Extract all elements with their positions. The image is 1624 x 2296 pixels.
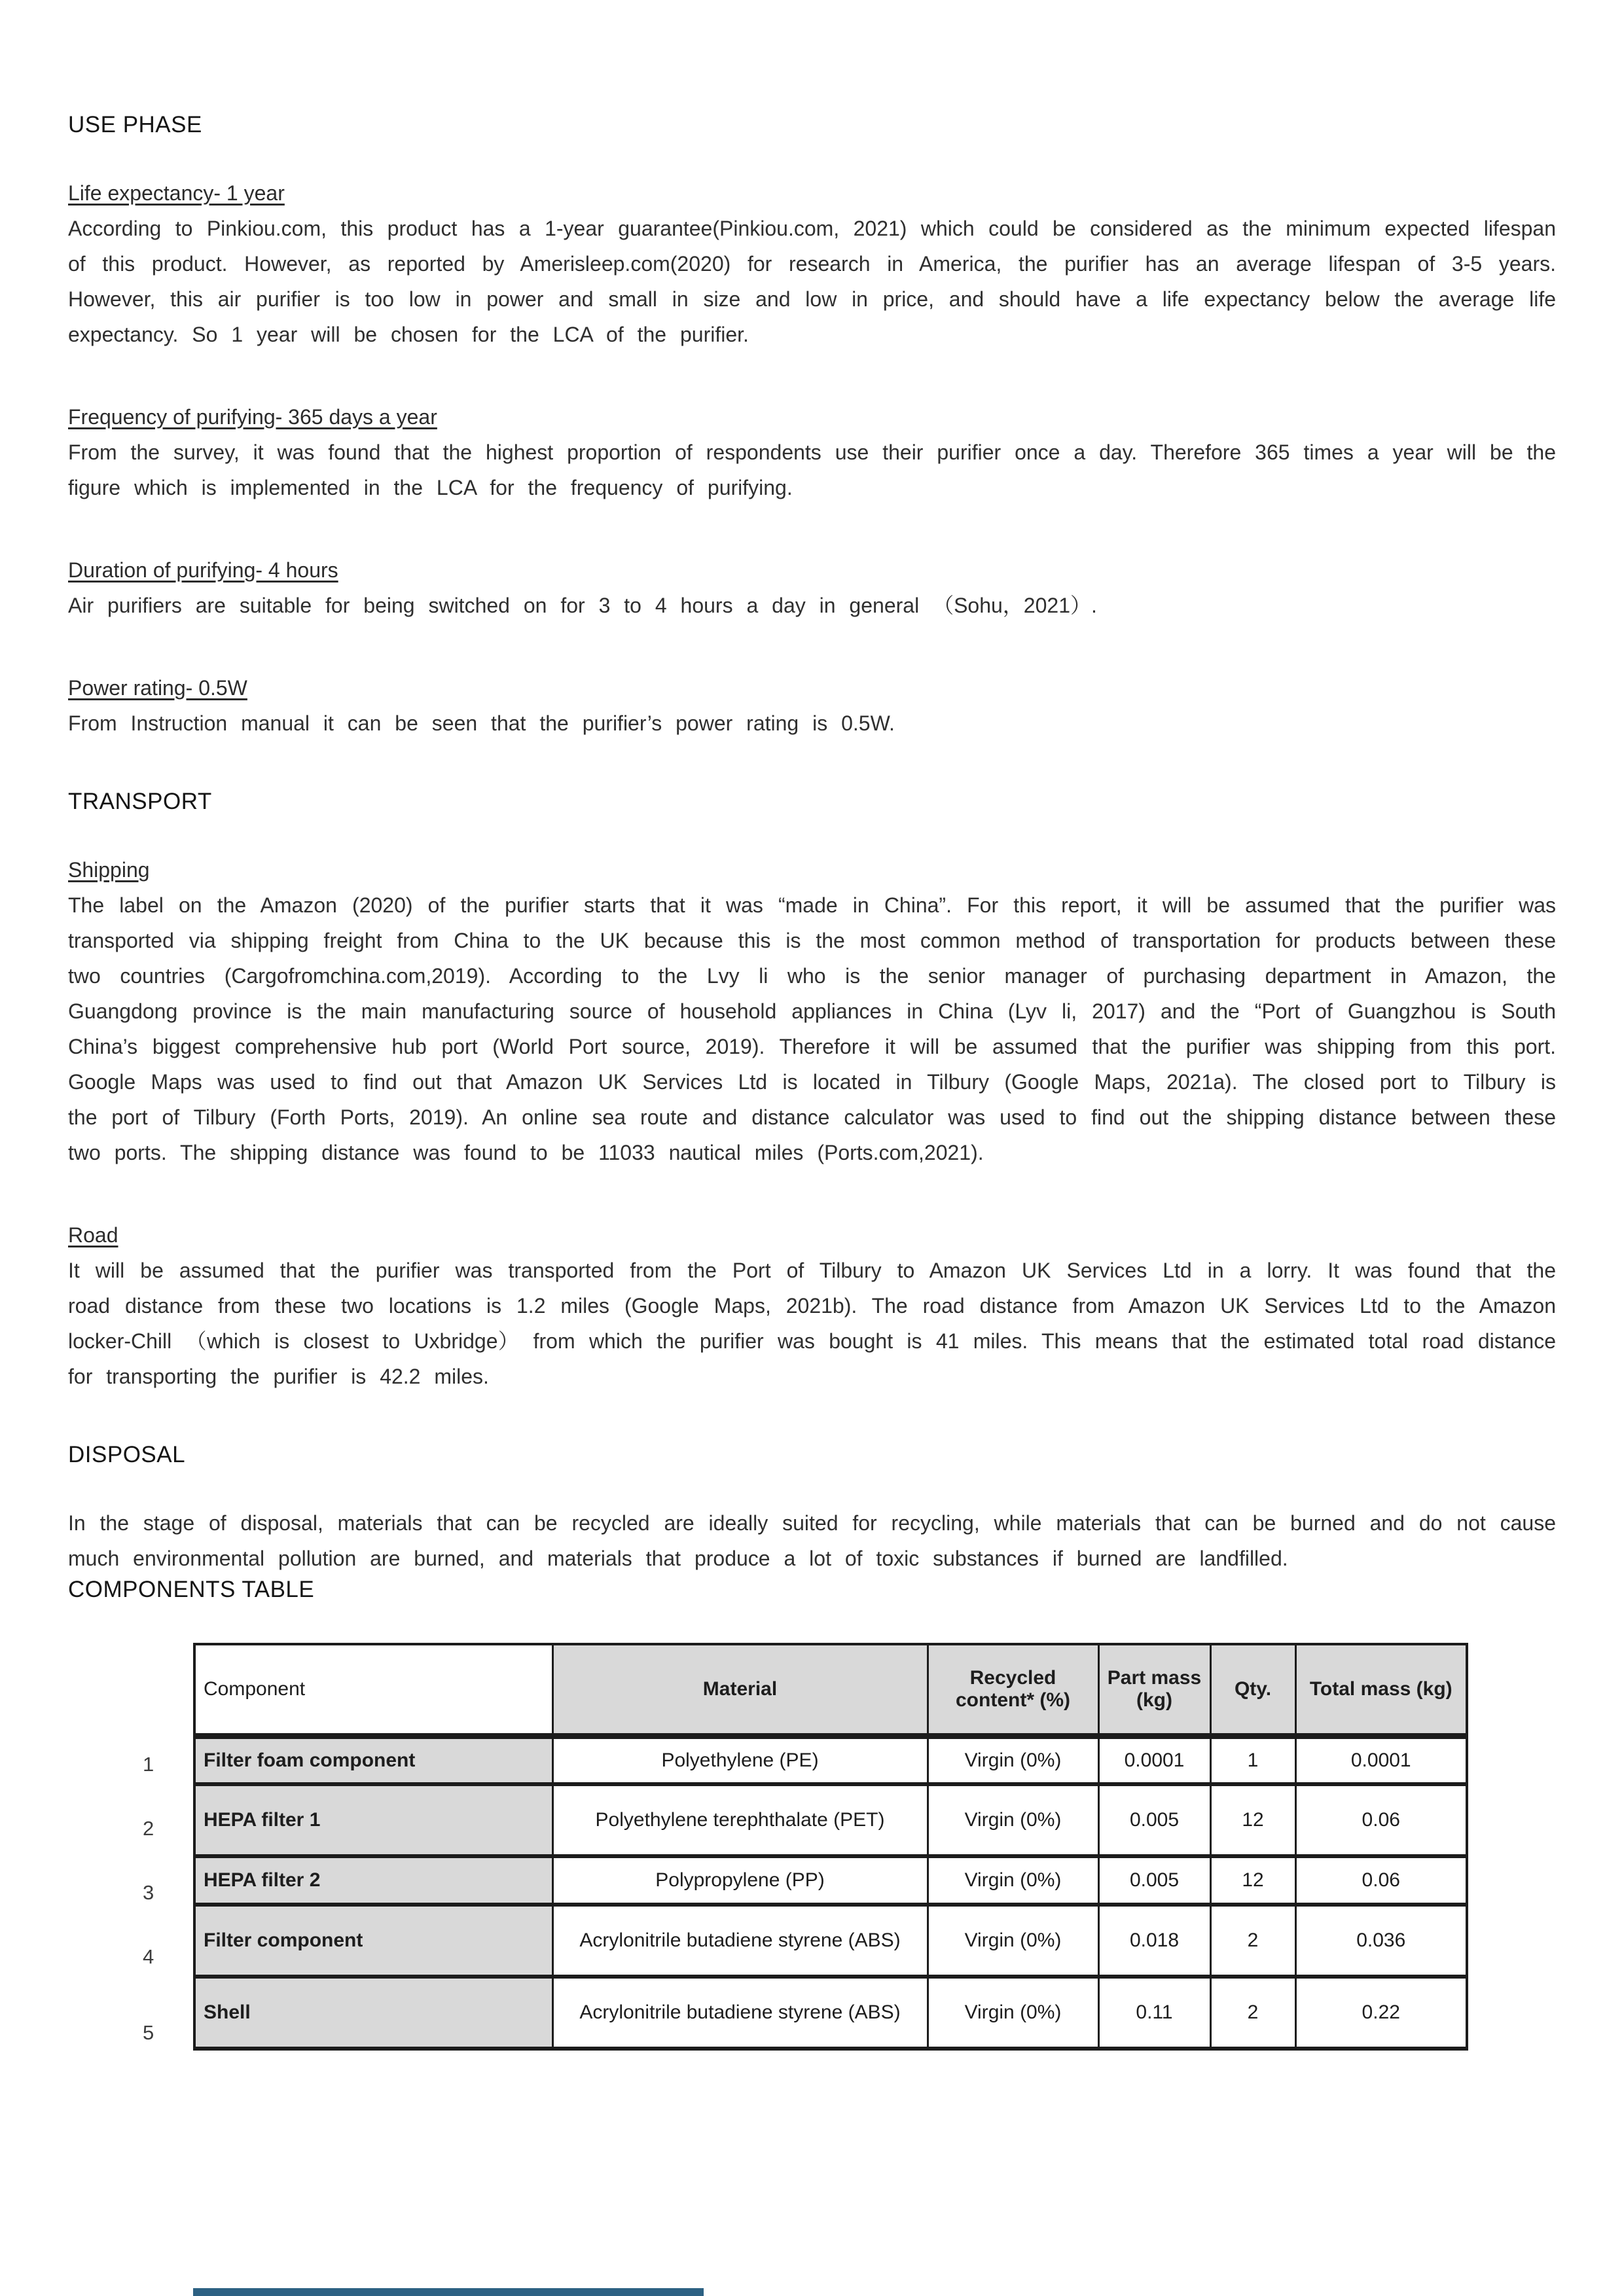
disposal-section [68,1441,1556,1576]
column-header-4: Part mass (kg) [1098,1644,1210,1736]
part-mass-kg-cell: 0.005 [1098,1784,1210,1856]
row-number: 4 [143,1945,154,1968]
road-item [68,1217,1556,1394]
power-rating-item [68,670,1556,741]
power-rating-paragraph: From Instruction manual it can be seen that the purifier’s power rating is 0.5W. [68,711,895,735]
qty-cell: 12 [1210,1856,1295,1905]
column-header-3: Recycled content* (%) [928,1644,1098,1736]
component-cell: HEPA filter 2 [194,1856,552,1905]
table-row [194,1784,1467,1856]
material-cell: Acrylonitrile butadiene styrene (ABS) [552,1977,928,2049]
column-header-5: Qty. [1210,1644,1295,1736]
shipping-paragraph: The label on the Amazon (2020) of the purifier starts that it was “made in China”. For this report, it will be assumed that the purifier was transported via shipping freight from China to the UK because this is the most common method of transportation for products between these two countries (Cargofromchina.com,2019). According to the Lvy li who is the senior manager of purchasing department in Amazon, the Guangdong province is the main manufacturing source of household appliances in China (Lyv li, 2017) and the “Port of Guangzhou is South China’s biggest comprehensive hub port (World Port source, 2019). Therefore it will be assumed that the purifier was shipping from this port. Google Maps was used to find out that Amazon UK Services Ltd is located in Tilbury (Google Maps, 2021a). The closed port to Tilbury is the port of Tilbury (Forth Ports, 2019). An online sea route and distance calculator was used to find out the shipping distance between these two ports. The shipping distance was found to be 11033 nautical miles (Ports.com,2021). [68,893,1556,1164]
components-table-title: COMPONENTS TABLE [68,1577,315,1602]
recycled-content-cell: Virgin (0%) [928,1977,1098,2049]
table-header-row [194,1644,1467,1736]
component-cell: HEPA filter 1 [194,1784,552,1856]
qty-cell: 2 [1210,1977,1295,2049]
table-row [194,1977,1467,2049]
disposal-title: DISPOSAL [68,1442,186,1467]
qty-cell: 12 [1210,1784,1295,1856]
component-cell: Shell [194,1977,552,2049]
material-cell: Polyethylene (PE) [552,1736,928,1784]
qty-cell: 1 [1210,1736,1295,1784]
total-mass-kg-cell: 0.06 [1295,1856,1467,1905]
power-rating-heading: Power rating- 0.5W [68,676,247,700]
column-header-1: Component [194,1644,552,1736]
part-mass-kg-cell: 0.005 [1098,1856,1210,1905]
recycled-content-cell: Virgin (0%) [928,1784,1098,1856]
total-mass-kg-cell: 0.06 [1295,1784,1467,1856]
disposal-paragraph: In the stage of disposal, materials that can be recycled are ideally suited for recycling, while materials that can be burned and do not cause much environmental pollution are burned, and materials that produce a lot of toxic substances if burned are landfilled. [68,1511,1556,1570]
column-header-2: Material [552,1644,928,1736]
component-cell: Filter component [194,1905,552,1977]
road-heading: Road [68,1223,118,1247]
shipping-heading: Shipping [68,858,150,882]
use-phase-title: USE PHASE [68,112,202,137]
transport-title: TRANSPORT [68,789,212,814]
life-expectancy-item [68,175,1556,352]
recycled-content-cell: Virgin (0%) [928,1856,1098,1905]
use-phase-section [68,111,1556,741]
row-number: 3 [143,1881,154,1904]
material-cell: Polypropylene (PP) [552,1856,928,1905]
frequency-item [68,399,1556,505]
shipping-item [68,852,1556,1170]
components-section [68,1576,1556,2051]
recycled-content-cell: Virgin (0%) [928,1736,1098,1784]
table-row [194,1736,1467,1784]
cutoff-next-page-row [193,2288,704,2296]
part-mass-kg-cell: 0.018 [1098,1905,1210,1977]
qty-cell: 2 [1210,1905,1295,1977]
life-expectancy-heading: Life expectancy- 1 year [68,181,285,205]
frequency-heading: Frequency of purifying- 365 days a year [68,405,437,429]
part-mass-kg-cell: 0.0001 [1098,1736,1210,1784]
components-table [193,1643,1468,2051]
component-cell: Filter foam component [194,1736,552,1784]
duration-item [68,552,1556,623]
row-number: 1 [143,1753,154,1776]
total-mass-kg-cell: 0.22 [1295,1977,1467,2049]
row-number: 2 [143,1817,154,1840]
table-row [194,1905,1467,1977]
part-mass-kg-cell: 0.11 [1098,1977,1210,2049]
material-cell: Acrylonitrile butadiene styrene (ABS) [552,1905,928,1977]
duration-paragraph: Air purifiers are suitable for being switched on for 3 to 4 hours a day in general （Sohu，2021）. [68,594,1097,617]
road-paragraph: It will be assumed that the purifier was transported from the Port of Tilbury to Amazon UK Services Ltd in a lorry. It was found that the road distance from these two locations is 1.2 miles (Google Maps, 2021b). The road distance from Amazon UK Services Ltd to the Amazon locker-Chill （which is closest to Uxbridge） from which the purifier was bought is 41 miles. This means that the estimated total road distance for transporting the purifier is 42.2 miles. [68,1259,1556,1388]
total-mass-kg-cell: 0.0001 [1295,1736,1467,1784]
column-header-6: Total mass (kg) [1295,1644,1467,1736]
transport-section [68,788,1556,1394]
row-number: 5 [143,2021,154,2044]
total-mass-kg-cell: 0.036 [1295,1905,1467,1977]
components-table-area [131,1643,1556,2051]
material-cell: Polyethylene terephthalate (PET) [552,1784,928,1856]
recycled-content-cell: Virgin (0%) [928,1905,1098,1977]
table-row [194,1856,1467,1905]
frequency-paragraph: From the survey, it was found that the highest proportion of respondents use their purifier once a day. Therefore 365 times a year will be the figure which is implemented in the LCA for the frequency of purifying. [68,440,1556,499]
life-expectancy-paragraph: According to Pinkiou.com, this product has a 1-year guarantee(Pinkiou.com, 2021) which could be considered as the minimum expected lifespan of this product. However, as reported by Amerisleep.com(2020) for research in America, the purifier has an average lifespan of 3-5 years. However, this air purifier is too low in power and small in size and low in price, and should have a life expectancy below the average life expectancy. So 1 year will be chosen for the LCA of the purifier. [68,217,1556,346]
duration-heading: Duration of purifying- 4 hours [68,558,338,582]
